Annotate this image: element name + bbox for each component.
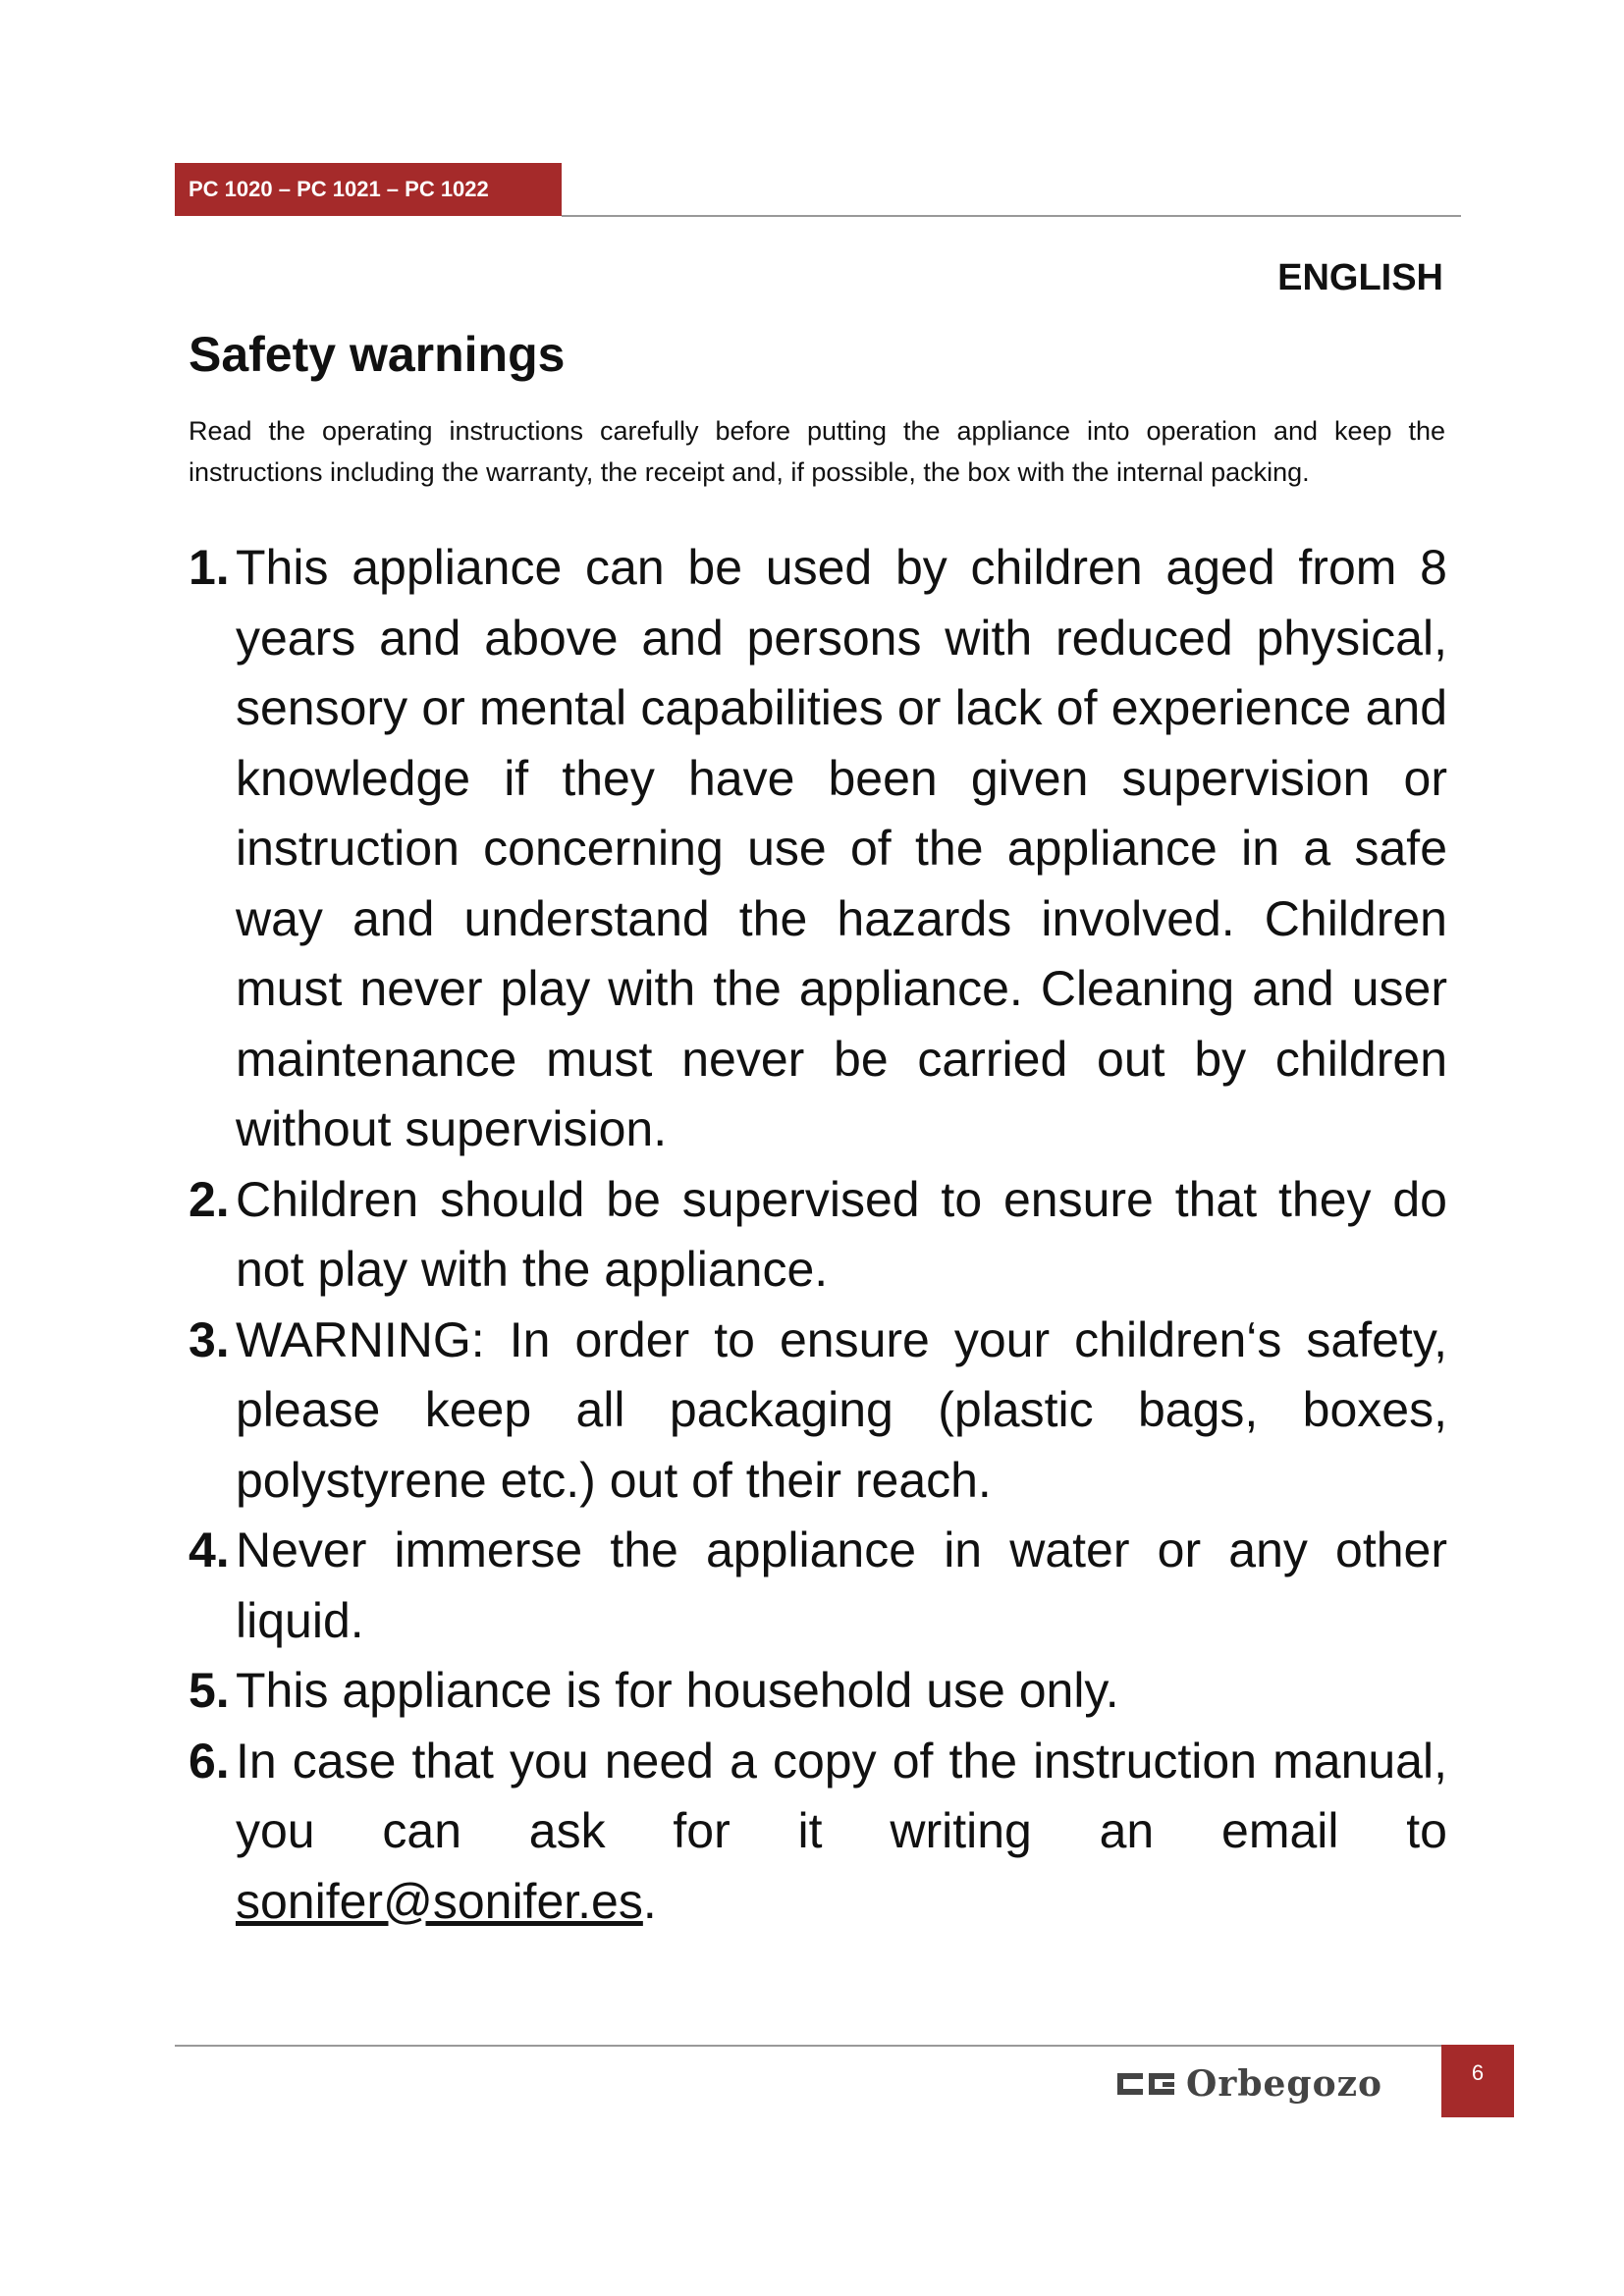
item-number: 4. [189, 1522, 230, 1577]
item-text: This appliance is for household use only. [236, 1663, 1119, 1718]
list-item [189, 1306, 1447, 1517]
page-number [1441, 2045, 1514, 2117]
item-text: Children should be supervised to ensure that they do not play with the appliance. [236, 1171, 1447, 1297]
intro-paragraph: Read the operating instructions carefully before putting the appliance into operation and keep the instructions including the warranty, the receipt and, if possible, the box with the internal packing. [189, 416, 1445, 487]
item-number: 3. [189, 1311, 230, 1367]
list-item [189, 1727, 1447, 1938]
item-number: 2. [189, 1171, 230, 1227]
item-number: 6. [189, 1733, 230, 1789]
safety-warnings-list [189, 533, 1447, 1937]
item-suffix: . [642, 1873, 657, 1929]
list-item [189, 1165, 1447, 1306]
model-numbers: PC 1020 – PC 1021 – PC 1022 [189, 177, 489, 201]
item-number: 5. [189, 1663, 230, 1718]
language-label: ENGLISH [1277, 257, 1443, 298]
brand-logo [1117, 2061, 1382, 2107]
page-number-text: 6 [1471, 2060, 1485, 2085]
page-title: Safety warnings [189, 327, 566, 382]
list-item [189, 533, 1447, 1165]
header-divider [562, 215, 1461, 217]
item-text: This appliance can be used by children aged from 8 years and above and persons with reduced physical, sensory or mental capabilities or lack of experience and knowledge if they have been given supervision or instruction concerning use of the appliance in a safe way and understand the hazards involved. Children must never play with the appliance. Cleaning and user maintenance must never be carried out by children without supervision. [236, 540, 1447, 1156]
brand-mark-icon [1117, 2069, 1176, 2099]
footer-divider [175, 2045, 1441, 2047]
item-number: 1. [189, 540, 230, 595]
brand-name: Orbegozo [1186, 2063, 1383, 2105]
item-text: Never immerse the appliance in water or any other liquid. [236, 1522, 1447, 1648]
model-header-tab [175, 163, 562, 216]
item-text: WARNING: In order to ensure your children‘s safety, please keep all packaging (plastic bags, boxes, polystyrene etc.) out of their reach. [236, 1311, 1447, 1508]
item-text: In case that you need a copy of the instruction manual, you can ask for it writing an email to [236, 1733, 1447, 1858]
email-link[interactable]: sonifer@sonifer.es [236, 1873, 643, 1929]
list-item [189, 1656, 1447, 1727]
list-item [189, 1516, 1447, 1656]
